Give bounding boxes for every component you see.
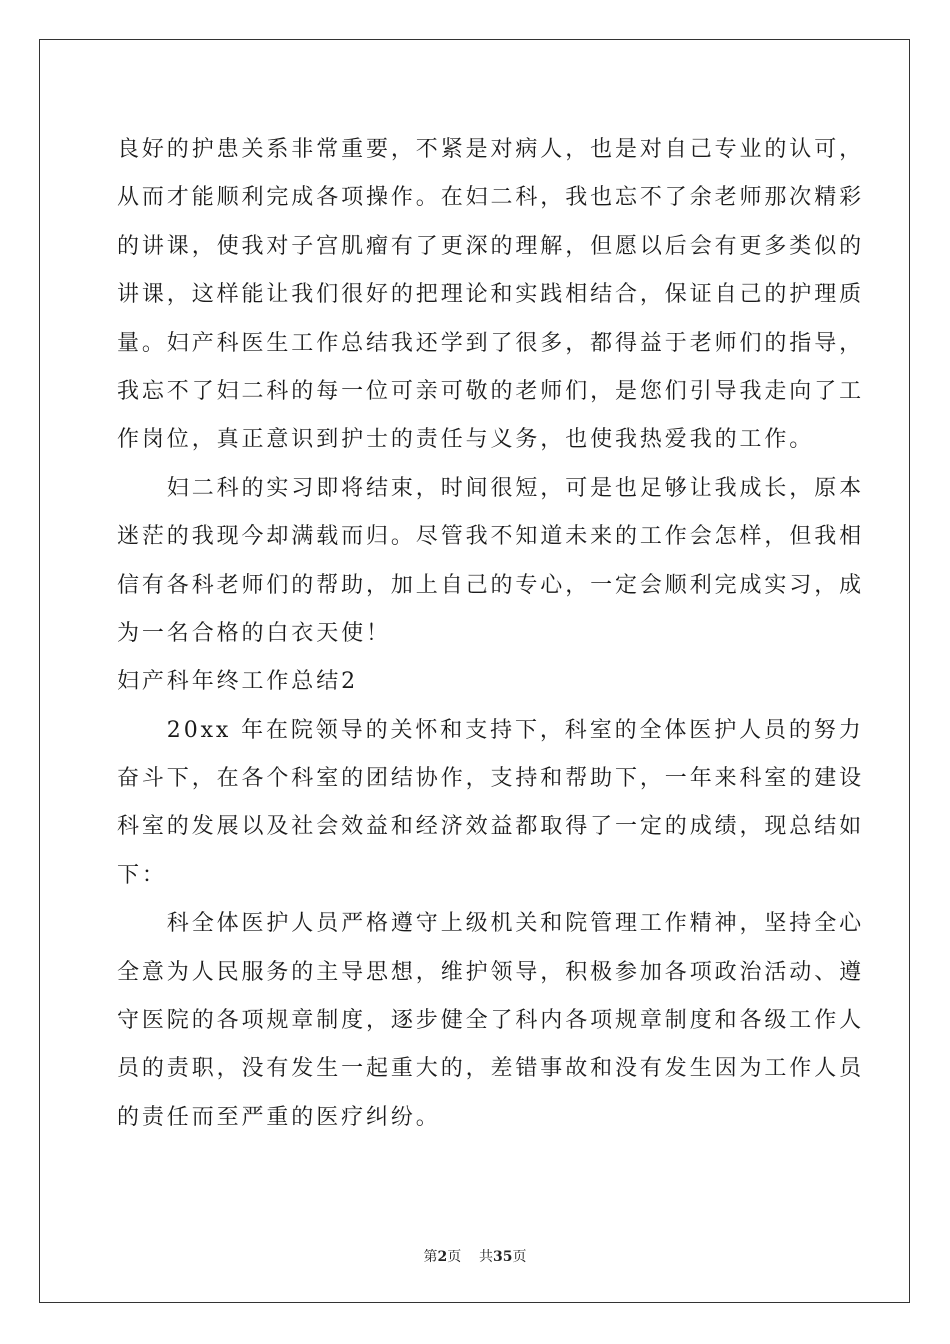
- body-line: 良好的护患关系非常重要，不紧是对病人，也是对自己专业的认可，: [117, 137, 865, 162]
- body-line: 员的责职，没有发生一起重大的，差错事故和没有发生因为工作人员: [117, 1056, 865, 1082]
- body-line: 妇二科的实习即将结束，时间很短，可是也足够让我成长，原本: [117, 475, 865, 501]
- body-line: 迷茫的我现今却满载而归。尽管我不知道未来的工作会怎样，但我相: [117, 524, 865, 550]
- body-line: 全意为人民服务的主导思想，维护领导，积极参加各项政治活动、遵: [117, 959, 865, 985]
- body-line: 的责任而至严重的医疗纠纷。: [117, 1104, 441, 1130]
- page-label-prefix: 第: [423, 1249, 438, 1265]
- page-footer: [0, 1246, 950, 1266]
- total-label-suffix: 页: [512, 1249, 527, 1265]
- body-line: 量。妇产科医生工作总结我还学到了很多，都得益于老师们的指导，: [117, 330, 865, 356]
- body-line: 作岗位，真正意识到护士的责任与义务，也使我热爱我的工作。: [117, 427, 815, 453]
- body-line: 信有各科老师们的帮助，加上自己的专心，一定会顺利完成实习，成: [117, 572, 865, 598]
- body-line: 从而才能顺利完成各项操作。在妇二科，我也忘不了余老师那次精彩: [117, 185, 865, 211]
- body-line: 为一名合格的白衣天使！: [117, 620, 391, 646]
- section-heading: 妇产科年终工作总结2: [117, 669, 358, 695]
- page-total: 35: [493, 1249, 513, 1265]
- total-label-prefix: 共: [479, 1249, 494, 1265]
- body-line: 的讲课，使我对子宫肌瘤有了更深的理解，但愿以后会有更多类似的: [117, 233, 865, 259]
- document-body: [117, 126, 865, 1142]
- body-line: 下：: [117, 862, 167, 888]
- page-number: 2: [437, 1249, 448, 1265]
- body-line: 守医院的各项规章制度，逐步健全了科内各项规章制度和各级工作人: [117, 1008, 865, 1034]
- body-line: 讲课，这样能让我们很好的把理论和实践相结合，保证自己的护理质: [117, 282, 865, 308]
- body-line: 20xx 年在院领导的关怀和支持下，科室的全体医护人员的努力: [117, 717, 864, 743]
- body-line: 我忘不了妇二科的每一位可亲可敬的老师们，是您们引导我走向了工: [117, 378, 865, 404]
- page-label-suffix: 页: [447, 1249, 462, 1265]
- body-line: 科全体医护人员严格遵守上级机关和院管理工作精神，坚持全心: [117, 911, 865, 937]
- body-line: 科室的发展以及社会效益和经济效益都取得了一定的成绩，现总结如: [117, 814, 865, 840]
- body-line: 奋斗下，在各个科室的团结协作，支持和帮助下，一年来科室的建设: [117, 766, 865, 792]
